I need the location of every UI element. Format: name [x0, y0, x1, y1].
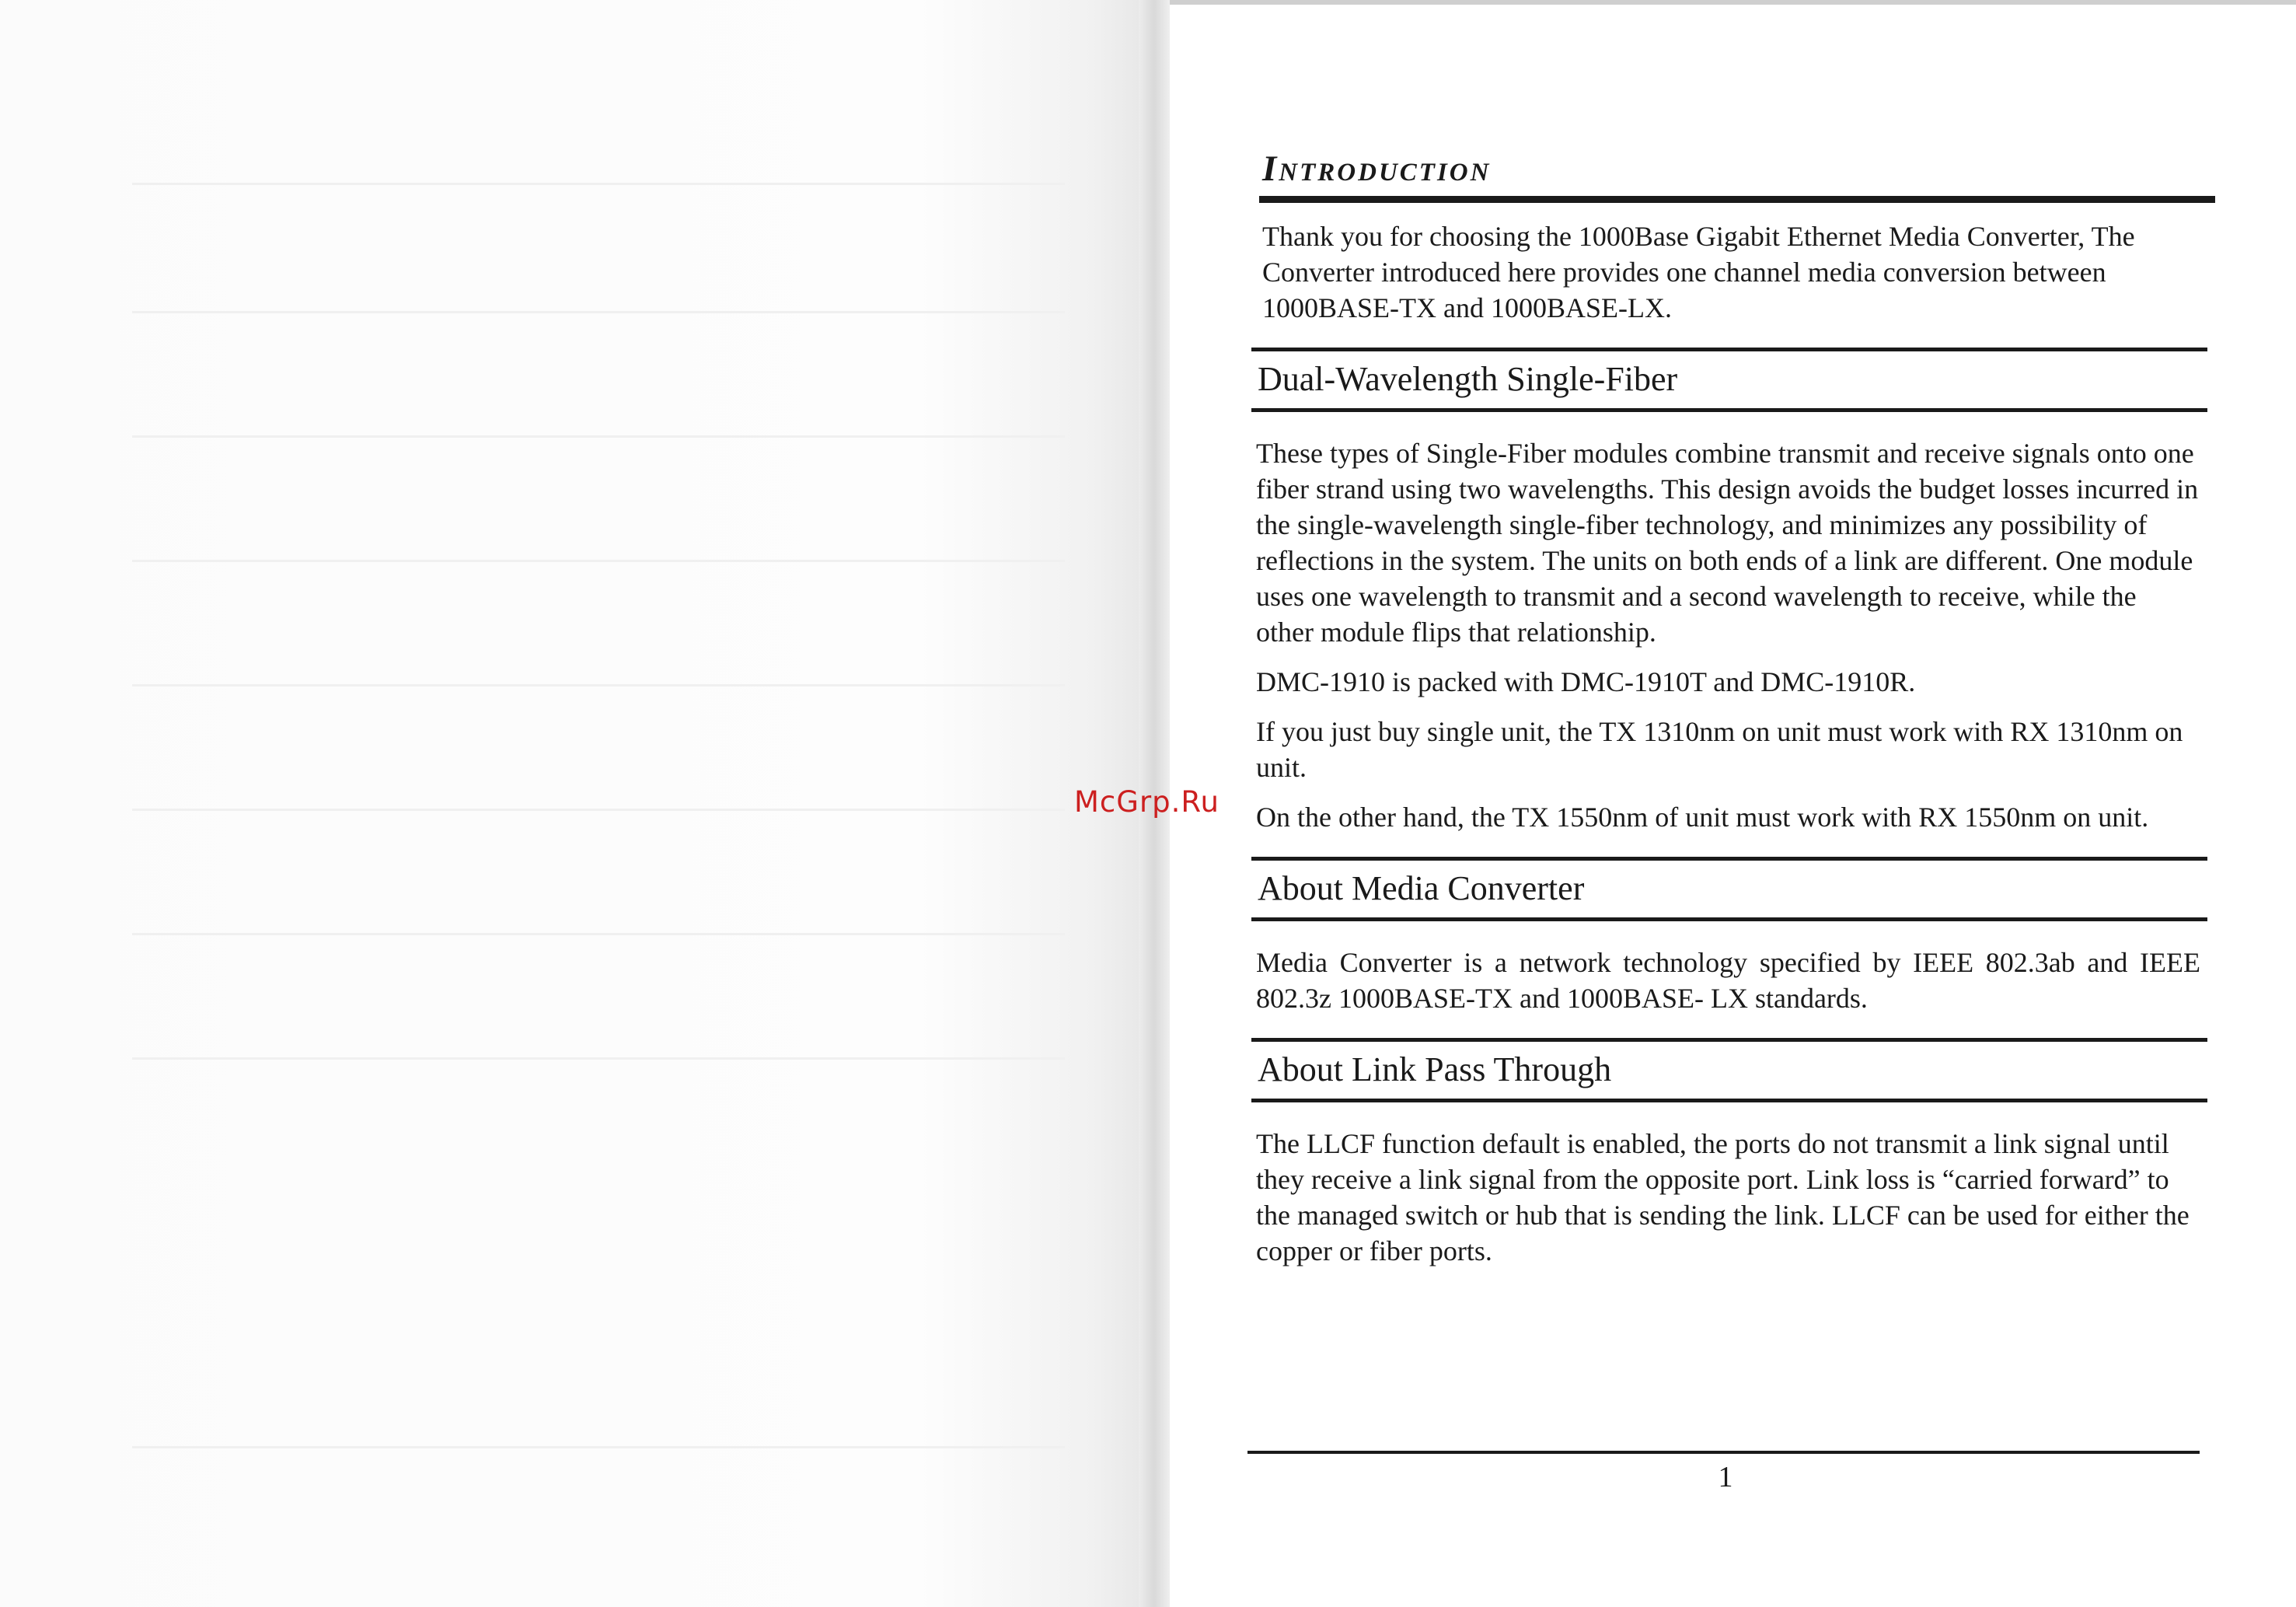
section-about-link-pass-through — [1251, 1038, 2207, 1269]
paragraph: Media Converter is a network technology specified by IEEE 802.3ab and IEEE 802.3z 1000BASE-TX and 1000BASE- LX standards. — [1256, 947, 2200, 1014]
section-bottom-rule — [1251, 408, 2207, 412]
section-heading: About Media Converter — [1258, 869, 1585, 907]
section-heading: Dual-Wavelength Single-Fiber — [1258, 360, 1678, 398]
faint-line — [132, 684, 1065, 686]
section-dual-wavelength — [1251, 348, 2207, 835]
introduction-title: Introduction — [1262, 148, 1492, 189]
paragraph: DMC-1910 is packed with DMC-1910T and DMC-1910R. — [1256, 666, 1916, 697]
paragraph: The LLCF function default is enabled, the ports do not transmit a link signal until they receive a link signal from the opposite port. Link loss is “carried forward” to the managed switch or hub that is sending the link. LLCF can be used for either the copper or fiber ports. — [1256, 1128, 2190, 1266]
paragraph: If you just buy single unit, the TX 1310nm on unit must work with RX 1310nm on unit. — [1256, 716, 2183, 783]
paragraph: On the other hand, the TX 1550nm of unit must work with RX 1550nm on unit. — [1256, 802, 2149, 833]
section-heading: About Link Pass Through — [1258, 1050, 1612, 1088]
page-content — [1251, 148, 2207, 1269]
title-rule — [1259, 196, 2215, 203]
faint-line — [132, 183, 1065, 185]
page-number: 1 — [1718, 1461, 1733, 1493]
introduction-paragraph: Thank you for choosing the 1000Base Gigabit Ethernet Media Converter, The Converter introduced here provides one channel media conversion between 1000BASE-TX and 1000BASE-LX. — [1262, 221, 2135, 323]
watermark-text: McGrp.Ru — [1074, 785, 1220, 819]
footer-rule — [1247, 1451, 2200, 1454]
section-top-rule — [1251, 1038, 2207, 1042]
faint-line — [132, 809, 1065, 811]
section-top-rule — [1251, 348, 2207, 351]
section-body — [1256, 945, 2200, 1016]
section-body — [1256, 435, 2200, 835]
section-body — [1256, 1126, 2200, 1269]
faint-line — [132, 1446, 1065, 1448]
paragraph: These types of Single-Fiber modules combine transmit and receive signals onto one fiber strand using two wavelengths. This design avoids the budget losses incurred in the single-wavelength single-fiber technology, and minimizes any possibility of reflections in the system. The units on both ends of a link are different. One module uses one wavelength to transmit and a second wavelength to receive, while the other module flips that relationship. — [1256, 438, 2199, 648]
faint-line — [132, 435, 1065, 438]
section-bottom-rule — [1251, 1099, 2207, 1102]
faint-line — [132, 1057, 1065, 1060]
section-top-rule — [1251, 857, 2207, 861]
section-about-media-converter — [1251, 857, 2207, 1016]
faint-line — [132, 560, 1065, 562]
faint-line — [132, 933, 1065, 935]
faint-line — [132, 311, 1065, 313]
page-top-edge — [1170, 0, 2296, 5]
section-bottom-rule — [1251, 917, 2207, 921]
